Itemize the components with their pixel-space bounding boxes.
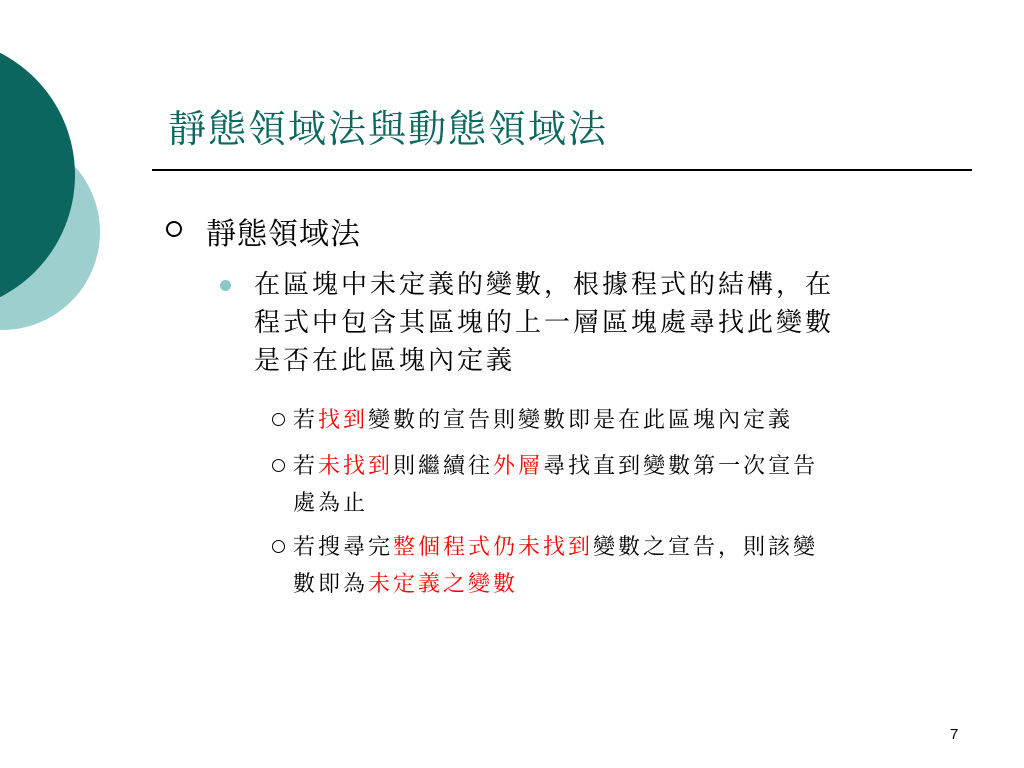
small-hollow-circle-bullet-icon [272, 413, 285, 426]
level2-line: 是否在此區塊內定義 [254, 346, 516, 376]
level3-text [293, 529, 953, 603]
level3-line: 處為止 [293, 491, 369, 516]
slide-title: 靜態領域法與動態領域法 [168, 107, 609, 151]
highlighted-text: 找到 [318, 408, 369, 433]
level3-text [293, 402, 953, 439]
hollow-circle-bullet-icon [166, 221, 182, 237]
level1-text: 靜態領域法 [206, 217, 361, 252]
text-segment: 若 [293, 454, 319, 479]
text-segment: 若搜尋完 [293, 535, 394, 560]
text-segment: 若 [293, 408, 319, 433]
level3-line [293, 566, 953, 603]
highlighted-text: 外層 [493, 454, 544, 479]
small-hollow-circle-bullet-icon [272, 540, 285, 553]
text-segment: 變數的宣告則變數即是在此區塊內定義 [368, 408, 794, 433]
level2-text [254, 266, 965, 380]
level2-line: 程式中包含其區塊的上一層區塊處尋找此變數 [254, 308, 835, 338]
level3-line [293, 448, 953, 485]
highlighted-text: 未定義之變數 [368, 572, 519, 597]
level3-text [293, 448, 953, 522]
highlighted-text: 整個程式仍未找到 [393, 535, 594, 560]
text-segment: 則繼續往 [393, 454, 494, 479]
level3-line [293, 529, 953, 566]
highlighted-text: 未找到 [318, 454, 394, 479]
title-underline [152, 169, 972, 171]
filled-dot-bullet-icon [220, 280, 231, 291]
text-segment: 尋找直到變數第一次宣告 [543, 454, 819, 479]
level2-line: 在區塊中未定義的變數，根據程式的結構，在 [254, 270, 835, 300]
page-number: 7 [950, 726, 959, 743]
text-segment: 數即為 [293, 572, 369, 597]
level3-line [293, 402, 953, 439]
decorative-circles [0, 0, 110, 400]
small-hollow-circle-bullet-icon [272, 459, 285, 472]
text-segment: 變數之宣告，則該變 [593, 535, 819, 560]
